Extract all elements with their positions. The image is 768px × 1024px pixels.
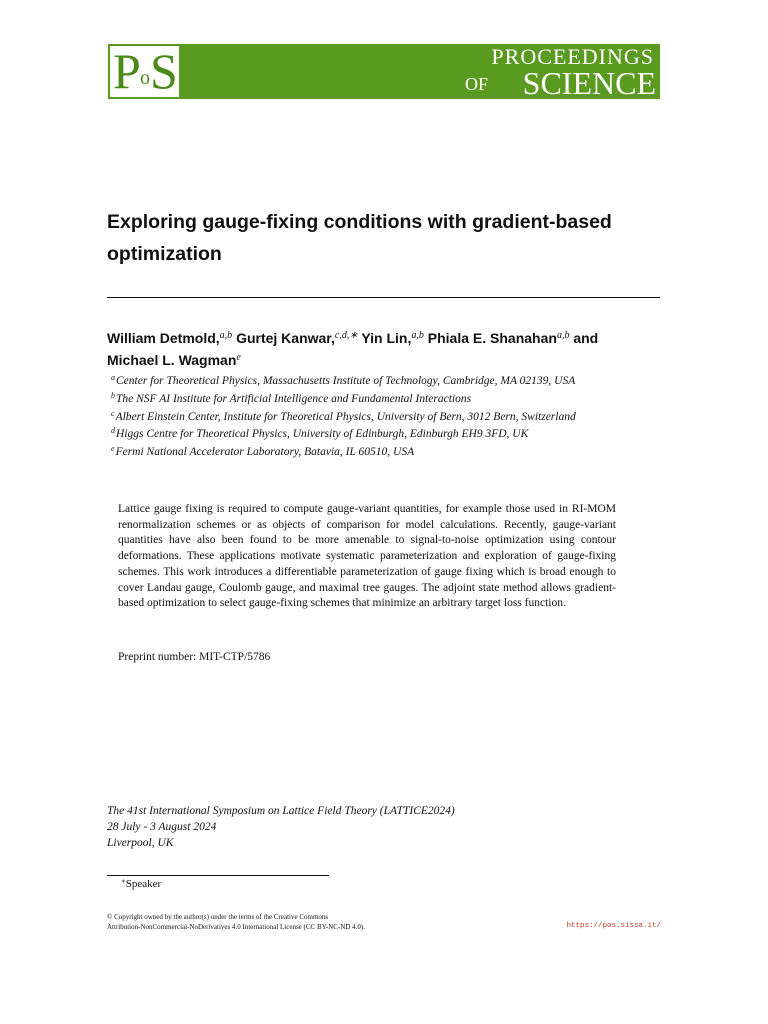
affiliation-mark: e	[111, 444, 115, 454]
pos-logo	[110, 43, 179, 99]
affiliation-mark: d	[111, 426, 115, 436]
logo-letter-p: P	[113, 43, 141, 99]
affiliation-text: Albert Einstein Center, Institute for Theoretical Physics, University of Bern, 3012 Bern, Switzerland	[115, 410, 576, 423]
author-affiliation-marks: a,b	[411, 330, 424, 341]
affiliation	[111, 391, 671, 409]
footnote	[121, 876, 161, 892]
affiliation-text: Fermi National Accelerator Laboratory, Batavia, IL 60510, USA	[115, 446, 415, 459]
publisher-proceedings: PROCEEDINGS	[491, 44, 654, 69]
license-line: Attribution-NonCommercial-NoDerivatives 4.0 International License (CC BY-NC-ND 4.0).	[107, 923, 365, 931]
copyright-notice	[107, 912, 527, 932]
affiliation-list	[111, 373, 671, 462]
conference-dates: 28 July - 3 August 2024	[107, 821, 217, 833]
author-name: Michael L. Wagman	[107, 352, 237, 368]
conference-name: The 41st International Symposium on Lattice Field Theory (LATTICE2024)	[107, 805, 455, 817]
author-name: William Detmold,	[107, 330, 220, 346]
paper-title: Exploring gauge-fixing conditions with gradient-based optimization	[107, 211, 612, 265]
affiliation-mark: a	[111, 373, 115, 382]
copyright-line: © Copyright owned by the author(s) under the terms of the Creative Commons	[107, 913, 329, 921]
author-name: Yin Lin,	[361, 330, 412, 346]
conference-info	[107, 803, 455, 851]
pos-banner	[108, 44, 660, 99]
conference-location: Liverpool, UK	[107, 837, 174, 849]
abstract: Lattice gauge fixing is required to compute gauge-variant quantities, for example those used in RI-MOM renormalization schemes or as objects of comparison for model calculations. Recently, gauge-variant quantities have also been found to be more amenable to signal-to-noise optimization using contour deformations. These applications motivate systematic parameterization and exploration of gauge-fixing schemes. This work introduces a differentiable parameterization of gauge fixing which is broad enough to cover Landau gauge, Coulomb gauge, and maximal tree gauges. The adjoint state method allows gradient-based optimization to select gauge-fixing schemes that minimize an arbitrary target loss function.	[118, 503, 616, 610]
affiliation	[111, 409, 671, 427]
publisher-science: SCIENCE	[522, 65, 656, 101]
pos-url-link[interactable]: https://pos.sissa.it/	[566, 922, 661, 930]
footnote-mark: ∗	[121, 877, 126, 885]
publisher-of: OF	[464, 74, 488, 94]
affiliation	[111, 373, 671, 391]
affiliation-text: Higgs Centre for Theoretical Physics, University of Edinburgh, Edinburgh EH9 3FD, UK	[116, 428, 529, 441]
affiliation-text: Center for Theoretical Physics, Massachusetts Institute of Technology, Cambridge, MA 02139, USA	[116, 375, 576, 387]
affiliation	[111, 426, 671, 444]
author-name: Phiala E. Shanahan	[427, 330, 557, 346]
author-name: Gurtej Kanwar,	[236, 330, 335, 346]
author-affiliation-marks: c,d,∗	[334, 330, 358, 341]
title-rule	[107, 297, 660, 298]
logo-letter-o: o	[140, 67, 150, 89]
author-affiliation-marks: e	[236, 352, 241, 363]
author-affiliation-marks: a,b	[556, 330, 570, 341]
footnote-text: Speaker	[125, 878, 162, 890]
affiliation-mark: c	[111, 408, 115, 418]
affiliation	[111, 444, 671, 462]
author-list	[107, 327, 660, 371]
preprint-number: Preprint number: MIT-CTP/5786	[118, 651, 271, 663]
author-affiliation-marks: a,b	[219, 330, 233, 341]
affiliation-mark: b	[111, 390, 115, 400]
logo-letter-s: S	[150, 43, 178, 99]
author-conjunction: and	[573, 330, 599, 346]
affiliation-text: The NSF AI Institute for Artificial Intelligence and Fundamental Interactions	[116, 392, 472, 405]
